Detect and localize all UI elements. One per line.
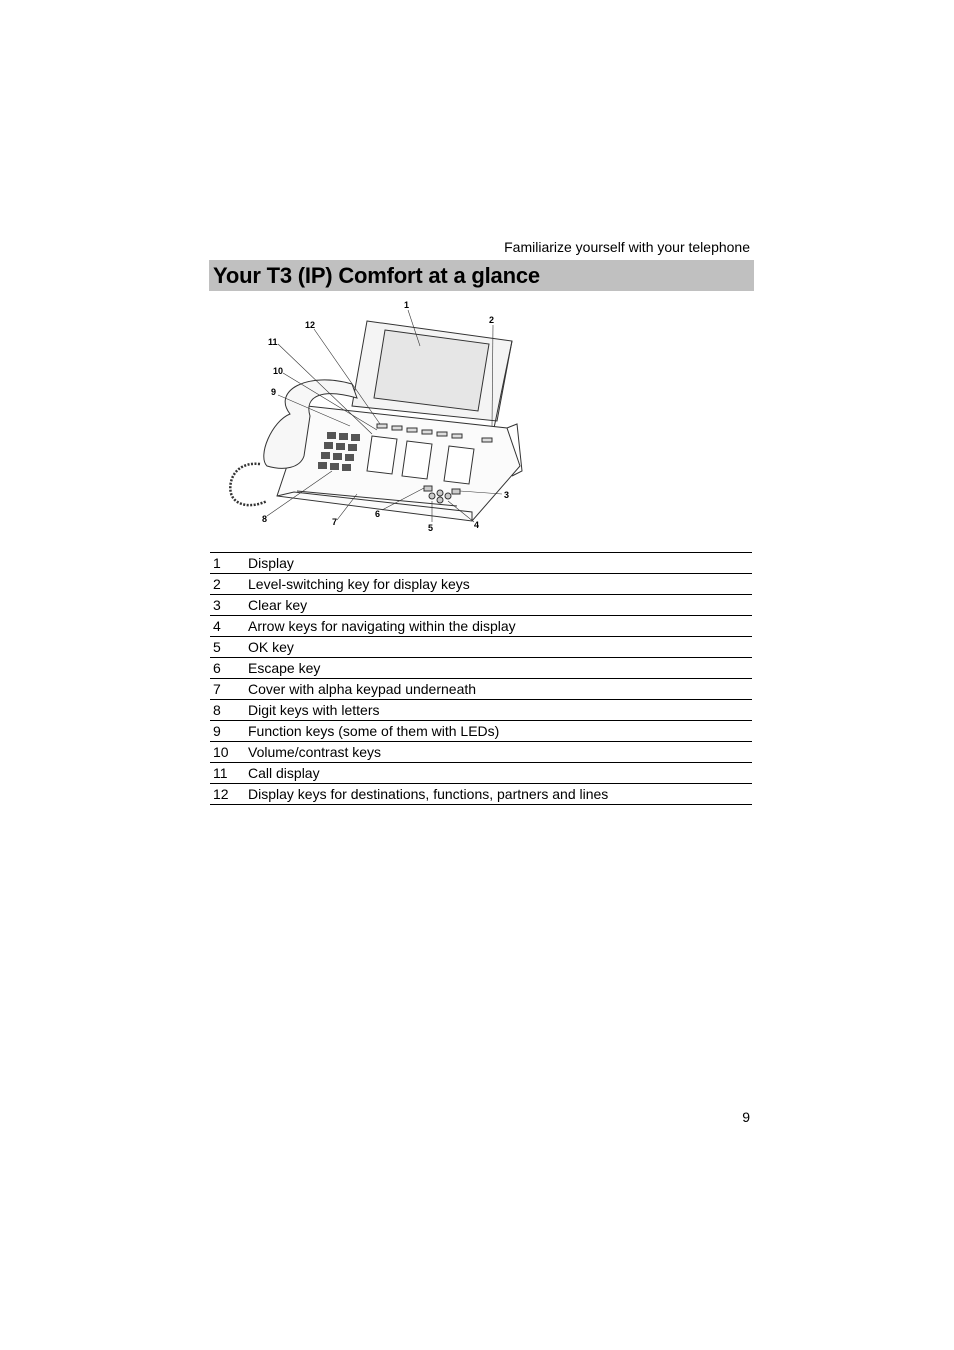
legend-row — [210, 616, 752, 637]
section-title-bar — [209, 260, 754, 291]
legend-label: Digit keys with letters — [248, 700, 752, 721]
legend-row — [210, 658, 752, 679]
legend-number: 10 — [210, 742, 248, 763]
legend-label: OK key — [248, 637, 752, 658]
legend-row — [210, 784, 752, 805]
legend-row — [210, 679, 752, 700]
legend-row — [210, 721, 752, 742]
legend-row — [210, 700, 752, 721]
legend-label: Display — [248, 553, 752, 574]
callout-5: 5 — [428, 523, 434, 533]
legend-label: Arrow keys for navigating within the display — [248, 616, 752, 637]
legend-number: 1 — [210, 553, 248, 574]
legend-label: Clear key — [248, 595, 752, 616]
callout-1: 1 — [404, 300, 410, 310]
legend-label: Call display — [248, 763, 752, 784]
page-number: 9 — [742, 1109, 750, 1125]
callout-2: 2 — [489, 315, 495, 325]
legend-row — [210, 637, 752, 658]
legend-number: 7 — [210, 679, 248, 700]
legend-label: Volume/contrast keys — [248, 742, 752, 763]
telephone-illustration — [212, 296, 532, 536]
callout-7: 7 — [332, 517, 338, 527]
legend-row — [210, 742, 752, 763]
legend-row — [210, 553, 752, 574]
callout-3: 3 — [504, 490, 510, 500]
telephone-diagram — [212, 296, 532, 536]
legend-number: 4 — [210, 616, 248, 637]
section-title: Your T3 (IP) Comfort at a glance — [213, 263, 540, 288]
legend-number: 5 — [210, 637, 248, 658]
legend-number: 3 — [210, 595, 248, 616]
legend-row — [210, 574, 752, 595]
legend-number: 2 — [210, 574, 248, 595]
legend-number: 9 — [210, 721, 248, 742]
legend-number: 8 — [210, 700, 248, 721]
legend-row — [210, 763, 752, 784]
callout-12: 12 — [305, 320, 316, 330]
callout-4: 4 — [474, 520, 480, 530]
legend-label: Cover with alpha keypad underneath — [248, 679, 752, 700]
legend-label: Function keys (some of them with LEDs) — [248, 721, 752, 742]
legend-label: Level-switching key for display keys — [248, 574, 752, 595]
callout-8: 8 — [262, 514, 268, 524]
callout-9: 9 — [271, 387, 277, 397]
legend-row — [210, 595, 752, 616]
callout-6: 6 — [375, 509, 381, 519]
legend-label: Display keys for destinations, functions, partners and lines — [248, 784, 752, 805]
legend-number: 6 — [210, 658, 248, 679]
callout-10: 10 — [273, 366, 284, 376]
legend-label: Escape key — [248, 658, 752, 679]
running-header: Familiarize yourself with your telephone — [504, 239, 750, 255]
legend-table — [210, 552, 752, 805]
callout-11: 11 — [268, 337, 278, 347]
legend-number: 12 — [210, 784, 248, 805]
legend-number: 11 — [210, 763, 248, 784]
